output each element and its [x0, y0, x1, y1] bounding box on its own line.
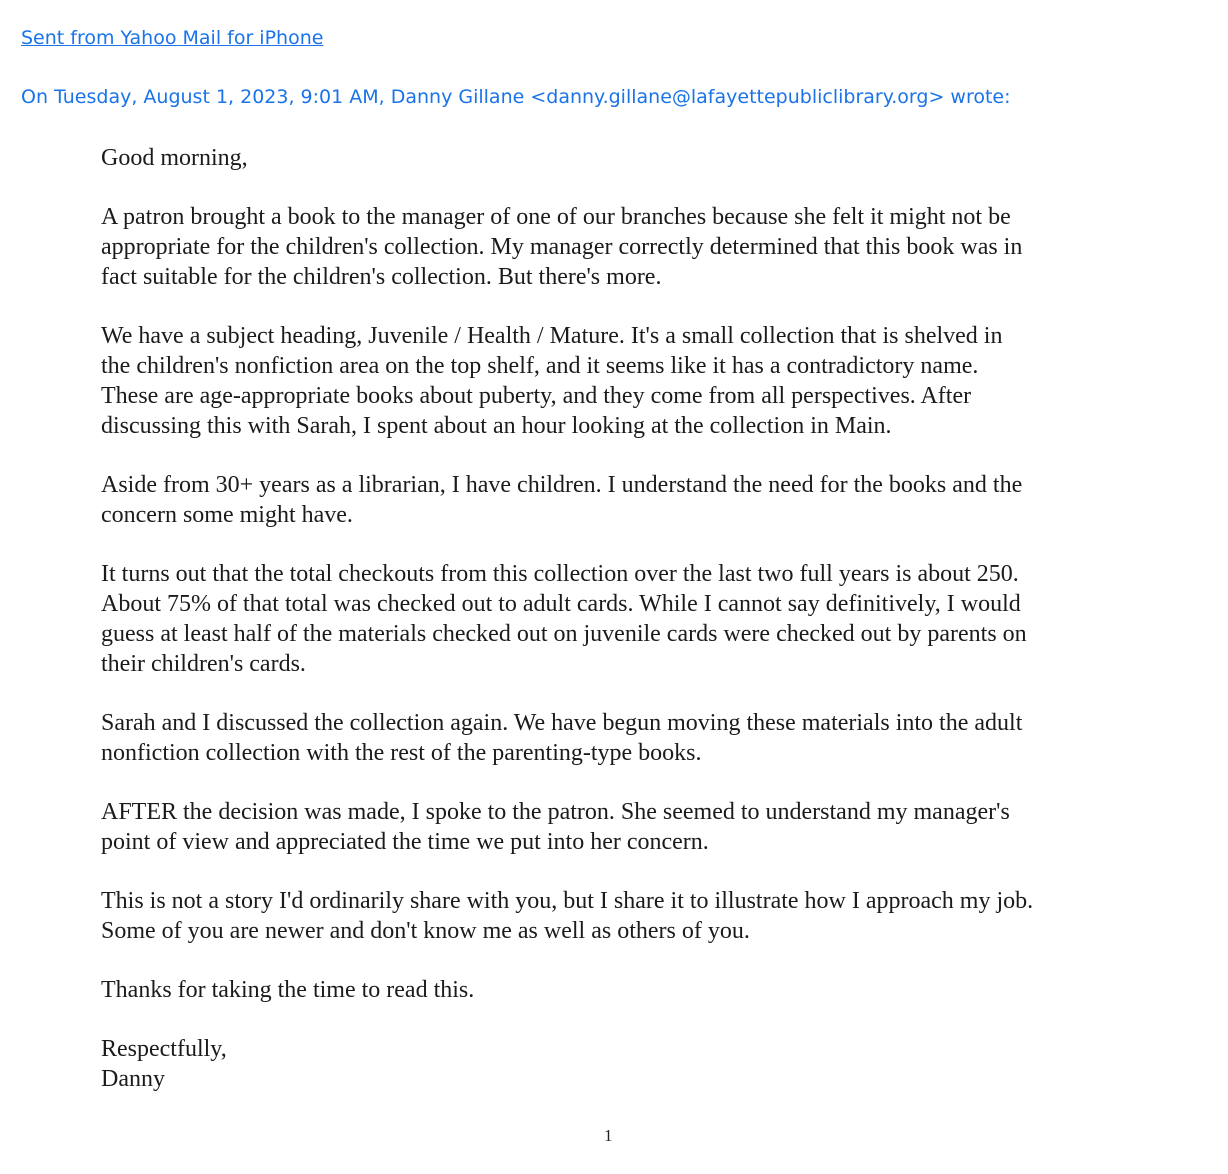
paragraph-patron-book [101, 202, 1131, 292]
text-line: nonfiction collection with the rest of the parenting-type books. [101, 740, 702, 766]
text-line: These are age-appropriate books about puberty, and they come from all perspectives. After [101, 383, 972, 409]
text-line: point of view and appreciated the time we put into her concern. [101, 829, 709, 855]
paragraph-moving-materials [101, 708, 1131, 768]
text-line: Some of you are newer and don't know me as well as others of you. [101, 918, 750, 944]
page-number: 1 [604, 1126, 613, 1145]
text-line: Thanks for taking the time to read this. [101, 977, 475, 1003]
text-line: About 75% of that total was checked out to adult cards. While I cannot say definitively, I would [101, 591, 1021, 617]
quoted-email-header: On Tuesday, August 1, 2023, 9:01 AM, Danny Gillane <danny.gillane@lafayettepubliclibrary.org> wrote: [21, 86, 1011, 108]
text-line: discussing this with Sarah, I spent about an hour looking at the collection in Main. [101, 413, 892, 439]
text-line: their children's cards. [101, 651, 306, 677]
text-line: appropriate for the children's collection. My manager correctly determined that this book was in [101, 234, 1023, 260]
text-line: fact suitable for the children's collection. But there's more. [101, 264, 662, 290]
sign-off [101, 1034, 1131, 1094]
greeting [101, 143, 1131, 173]
text-line: the children's nonfiction area on the top shelf, and it seems like it has a contradictory name. [101, 353, 979, 379]
text-line: Aside from 30+ years as a librarian, I have children. I understand the need for the books and the [101, 472, 1023, 498]
text-line: concern some might have. [101, 502, 353, 528]
text-line: Sarah and I discussed the collection again. We have begun moving these materials into the adult [101, 710, 1023, 736]
text-line: It turns out that the total checkouts from this collection over the last two full years is about 250. [101, 561, 1019, 587]
text-line: We have a subject heading, Juvenile / Health / Mature. It's a small collection that is shelved in [101, 323, 1003, 349]
sent-from-yahoo-mail-link[interactable]: Sent from Yahoo Mail for iPhone [21, 27, 324, 49]
closing: Respectfully, [101, 1036, 227, 1062]
signature-name: Danny [101, 1066, 165, 1092]
paragraph-story [101, 886, 1131, 946]
paragraph-spoke-to-patron [101, 797, 1131, 857]
paragraph-librarian [101, 470, 1131, 530]
email-body [101, 143, 1131, 1123]
text-line: This is not a story I'd ordinarily share with you, but I share it to illustrate how I approach my job. [101, 888, 1034, 914]
text-line: guess at least half of the materials checked out on juvenile cards were checked out by parents on [101, 621, 1027, 647]
text-line: AFTER the decision was made, I spoke to the patron. She seemed to understand my manager's [101, 799, 1010, 825]
text-line: A patron brought a book to the manager of one of our branches because she felt it might not be [101, 204, 1011, 230]
paragraph-thanks [101, 975, 1131, 1005]
paragraph-subject-heading [101, 321, 1131, 441]
greeting-line: Good morning, [101, 145, 248, 171]
paragraph-checkouts [101, 559, 1131, 679]
